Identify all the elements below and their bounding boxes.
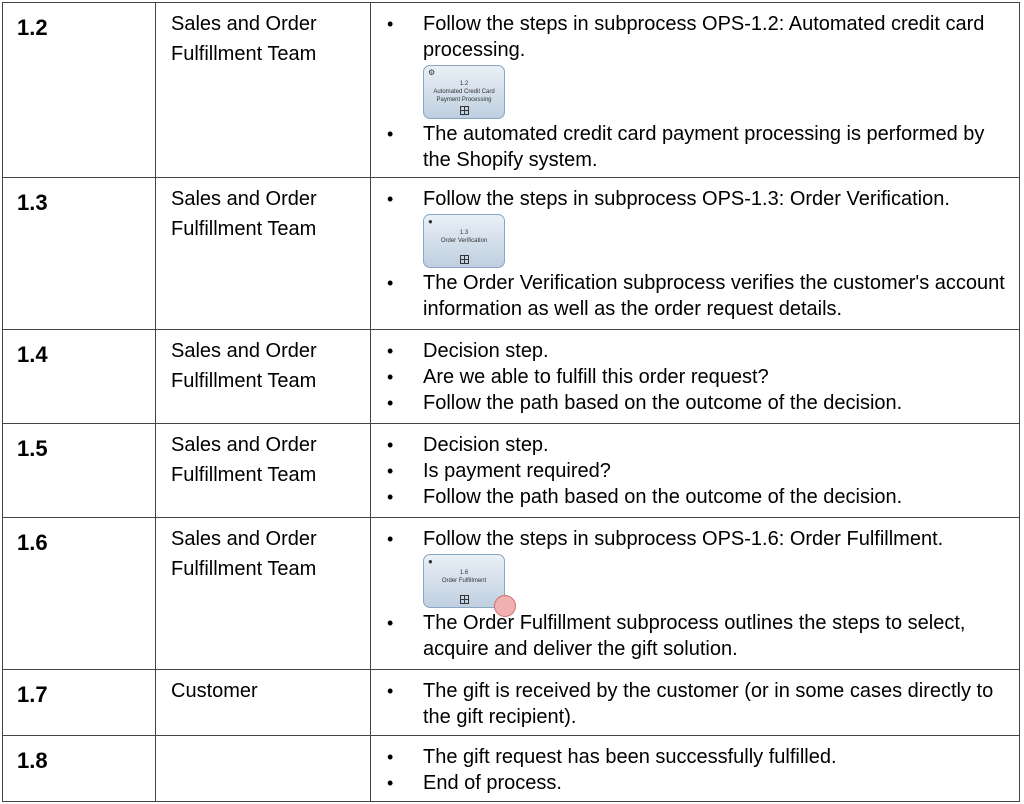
step-description bbox=[371, 518, 1020, 670]
subprocess-title: Order Verification bbox=[440, 238, 488, 244]
table-row bbox=[3, 518, 1020, 670]
table-row bbox=[3, 3, 1020, 178]
gear-icon: ⚙ bbox=[428, 68, 436, 77]
subprocess-title: Order Fulfillment bbox=[441, 578, 487, 584]
subprocess-title: Automated Credit Card Payment Processing bbox=[433, 89, 495, 103]
list-item: • Follow the path based on the outcome of the decision. bbox=[387, 486, 903, 508]
expand-icon[interactable] bbox=[460, 106, 469, 115]
subprocess-number: 1.2 bbox=[459, 81, 469, 87]
step-role: Sales and Order Fulfillment Team bbox=[156, 178, 371, 330]
step-description bbox=[371, 178, 1020, 330]
subprocess-number: 1.6 bbox=[459, 570, 469, 576]
list-item: • The automated credit card payment processing is performed by the Shopify system. bbox=[387, 123, 985, 171]
step-number: 1.6 bbox=[3, 518, 156, 670]
bullet-text: The automated credit card payment processing is performed by the Shopify system. bbox=[423, 123, 985, 171]
subprocess-number: 1.3 bbox=[459, 230, 469, 236]
step-number: 1.7 bbox=[3, 670, 156, 736]
step-description bbox=[371, 670, 1020, 736]
list-item: • Follow the steps in subprocess OPS-1.2: Automated credit card processing. bbox=[387, 13, 985, 61]
step-role: Customer bbox=[156, 670, 371, 736]
bullet-text: Decision step. bbox=[423, 340, 549, 362]
bullet-text: Follow the path based on the outcome of the decision. bbox=[423, 392, 903, 414]
step-number: 1.3 bbox=[3, 178, 156, 330]
list-item: • The Order Verification subprocess verifies the customer's account information as well as the order request details. bbox=[387, 272, 1005, 320]
list-item: • End of process. bbox=[387, 772, 562, 794]
bullet-text: The gift is received by the customer (or in some cases directly to the gift recipient). bbox=[423, 680, 994, 728]
step-number: 1.8 bbox=[3, 736, 156, 802]
bullet-text: End of process. bbox=[423, 772, 562, 794]
bullet-text: The Order Verification subprocess verifies the customer's account information as well as the order request details. bbox=[423, 272, 1005, 320]
step-number: 1.5 bbox=[3, 424, 156, 518]
subprocess-thumbnail[interactable] bbox=[423, 214, 505, 268]
bullet-text: The gift request has been successfully fulfilled. bbox=[423, 746, 837, 768]
process-steps-table bbox=[2, 2, 1020, 802]
step-description bbox=[371, 424, 1020, 518]
bullet-text: The Order Fulfillment subprocess outlines the steps to select, acquire and deliver the gift solution. bbox=[423, 612, 966, 660]
list-item: • The gift request has been successfully fulfilled. bbox=[387, 746, 837, 768]
step-role: Sales and Order Fulfillment Team bbox=[156, 424, 371, 518]
list-item: • Follow the steps in subprocess OPS-1.3: Order Verification. bbox=[387, 188, 950, 210]
table-row bbox=[3, 178, 1020, 330]
step-role: Sales and Order Fulfillment Team bbox=[156, 3, 371, 178]
bullet-text: Follow the steps in subprocess OPS-1.2: Automated credit card processing. bbox=[423, 13, 985, 61]
expand-icon[interactable] bbox=[460, 595, 469, 604]
list-item: • Are we able to fulfill this order request? bbox=[387, 366, 769, 388]
table-row bbox=[3, 736, 1020, 802]
bullet-text: Is payment required? bbox=[423, 460, 611, 482]
step-number: 1.2 bbox=[3, 3, 156, 178]
table-row bbox=[3, 424, 1020, 518]
user-icon: ● bbox=[428, 217, 433, 226]
list-item: • The gift is received by the customer (or in some cases directly to the gift recipient). bbox=[387, 680, 994, 728]
list-item: • Follow the steps in subprocess OPS-1.6: Order Fulfillment. bbox=[387, 528, 944, 550]
subprocess-thumbnail[interactable] bbox=[423, 65, 505, 119]
bullet-text: Are we able to fulfill this order request? bbox=[423, 366, 769, 388]
step-description bbox=[371, 3, 1020, 178]
step-description bbox=[371, 330, 1020, 424]
step-description bbox=[371, 736, 1020, 802]
list-item: • Follow the path based on the outcome of the decision. bbox=[387, 392, 903, 414]
list-item: • The Order Fulfillment subprocess outlines the steps to select, acquire and deliver the gift solution. bbox=[387, 612, 966, 660]
bullet-text: Decision step. bbox=[423, 434, 549, 456]
user-icon: ● bbox=[428, 557, 433, 566]
subprocess-thumbnail[interactable] bbox=[423, 554, 505, 608]
list-item: • Decision step. bbox=[387, 340, 549, 362]
step-role bbox=[156, 736, 371, 802]
step-number: 1.4 bbox=[3, 330, 156, 424]
table-row bbox=[3, 330, 1020, 424]
step-role: Sales and Order Fulfillment Team bbox=[156, 518, 371, 670]
bullet-text: Follow the steps in subprocess OPS-1.6: Order Fulfillment. bbox=[423, 528, 944, 550]
bullet-text: Follow the steps in subprocess OPS-1.3: Order Verification. bbox=[423, 188, 950, 210]
step-role: Sales and Order Fulfillment Team bbox=[156, 330, 371, 424]
expand-icon[interactable] bbox=[460, 255, 469, 264]
bullet-text: Follow the path based on the outcome of the decision. bbox=[423, 486, 903, 508]
list-item: • Decision step. bbox=[387, 434, 549, 456]
list-item: • Is payment required? bbox=[387, 460, 611, 482]
table-row bbox=[3, 670, 1020, 736]
